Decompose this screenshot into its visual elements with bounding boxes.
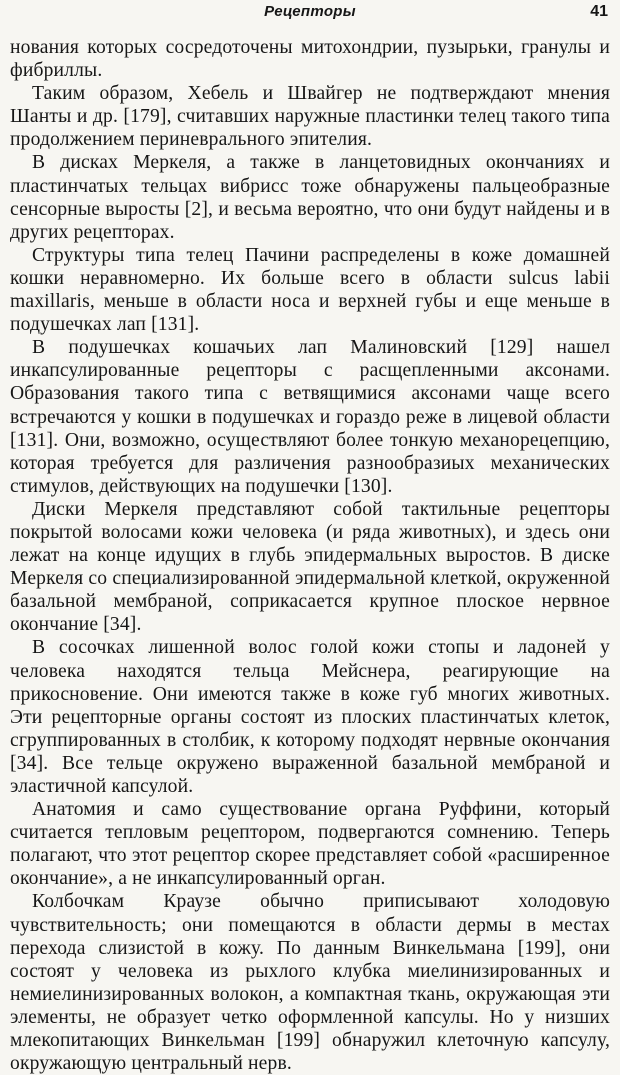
paragraph-meissner-corpuscles: В сосочках лишенной волос голой кожи стопы и ладоней у человека находятся тельца Мейснера, реагирующие на прикосновение. Они имеются также в коже губ многих животных. Эти рецепторные органы состоят из плоских пластинчатых клеток, сгруппированных в столбик, к которому подходят нервные окончания [34]. Все тельце окружено выраженной базальной мембраной и эластичной капсулой.	[10, 637, 610, 797]
paragraph-malinovsky: В подушечках кошачьих лап Малиновский [129] нашел инкапсулированные рецепторы с расщепленными аксонами. Образования такого типа с ветвящимися аксонами чаще всего встречаются у кошки в подушечках и гораздо реже в лицевой области [131]. Они, возможно, осуществляют более тонкую механорецепцию, которая требуется для различения разнообразиых механических стимулов, действующих на подушечки [130].	[10, 337, 610, 497]
paragraph-hebel-schweiger: Таким образом, Хебель и Швайгер не подтверждают мнения Шанты и др. [179], считавших наружные пластинки телец такого типа продолжением периневрального эпителия.	[10, 83, 610, 151]
page-number: 41	[590, 3, 608, 20]
running-title: Рецепторы	[264, 3, 356, 20]
paragraph-merkel-discs-human: Диски Меркеля представляют собой тактильные рецепторы покрытой волосами кожи человека (и ряда животных), и здесь они лежат на конце идущих в глубь эпидермальных выростов. В диске Меркеля со специализированной эпидермальной клеткой, окруженной базальной мембраной, соприкасается крупное плоское нервное окончание [34].	[10, 498, 610, 636]
paragraph-ruffini-organ: Анатомия и само существование органа Руффини, который считается тепловым рецептором, подвергаются сомнению. Теперь полагают, что этот рецептор скорее представляет собой «расширенное окончание», а не инкапсулированный орган.	[10, 799, 610, 890]
book-page	[10, 0, 610, 1075]
paragraph-pacini-distribution: Структуры типа телец Пачини распределены в коже домашней кошки неравномерно. Их больше всего в области sulcus labii maxillaris, меньше в области носа и верхней губы и еще меньше в подушечках лап [131].	[10, 244, 610, 336]
paragraph-merkel-discs-vibrissae: В дисках Меркеля, а также в ланцетовидных окончаниях и пластинчатых тельцах вибрисс тоже обнаружены пальцеобразные сенсорные выросты [2], и весьма вероятно, что они будут найдены и в других рецепторах.	[10, 152, 610, 243]
paragraph-continuation: нования которых сосредоточены митохондрии, пузырьки, гранулы и фибриллы.	[10, 37, 610, 82]
paragraph-krause-bulbs: Колбочкам Краузе обычно приписывают холодовую чувствительность; они помещаются в области дермы в местах перехода слизистой в кожу. По данным Винкельмана [199], они состоят у человека из рыхлого клубка миелинизированных и немиелинизированных волокон, а компактная ткань, окружающая эти элементы, не образует четко оформленной капсулы. Но у низших млекопитающих Винкельман [199] обнаружил клеточную капсулу, окружающую центральный нерв.	[10, 891, 610, 1075]
running-head	[10, 0, 610, 36]
body-text	[10, 36, 610, 1075]
